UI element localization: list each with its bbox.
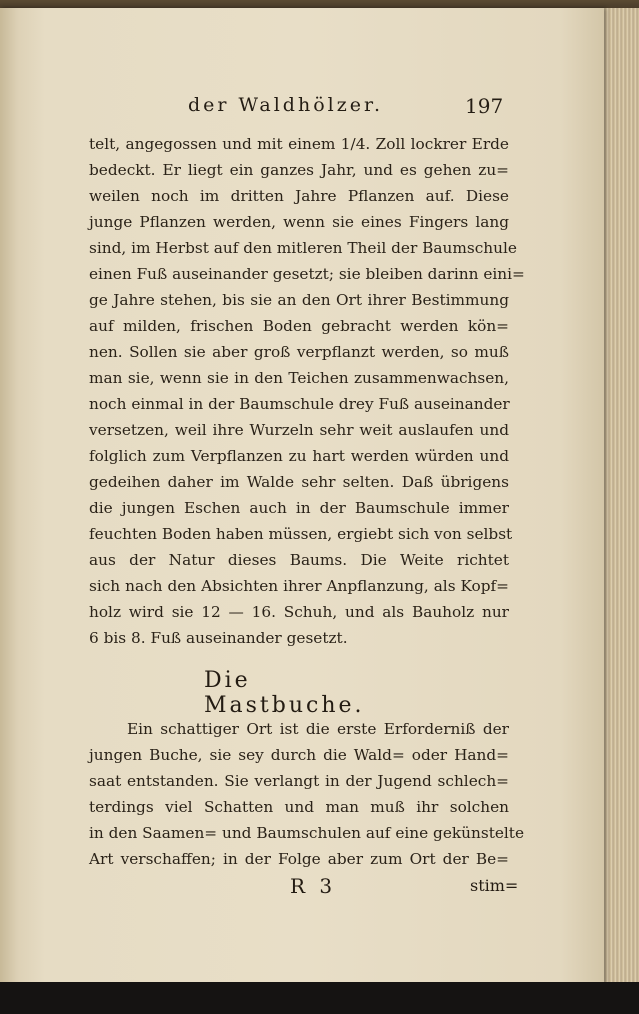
text-line: einen Fuß auseinander gesetzt; sie bleiben darinn eini=: [89, 265, 525, 283]
text-line: sind, im Herbst auf den mitleren Theil der Baumschule: [89, 239, 517, 257]
page-edges: [598, 8, 639, 990]
text-line: Ein schattiger Ort ist die erste Erforderniß der: [127, 720, 509, 738]
text-line: noch einmal in der Baumschule drey Fuß auseinander: [89, 395, 510, 413]
text-line: telt, angegossen und mit einem 1/4. Zoll lockrer Erde: [89, 135, 509, 153]
text-line: weilen noch im dritten Jahre Pflanzen auf. Diese: [89, 187, 509, 205]
book-cover-bottom: [0, 982, 639, 1014]
section-heading: Die Mastbuche.: [204, 668, 365, 718]
text-line: Art verschaffen; in der Folge aber zum Ort der Be=: [89, 850, 509, 868]
text-line: bedeckt. Er liegt ein ganzes Jahr, und es gehen zu=: [89, 161, 509, 179]
text-line: junge Pflanzen werden, wenn sie eines Fingers lang: [89, 213, 509, 231]
text-line: folglich zum Verpflanzen zu hart werden würden und: [89, 447, 509, 465]
running-head: der Waldhölzer.: [188, 94, 384, 116]
page-number: 197: [465, 94, 504, 118]
text-line: in den Saamen= und Baumschulen auf eine gekünstelte: [89, 824, 524, 842]
text-line: feuchten Boden haben müssen, ergiebt sich von selbst: [89, 525, 513, 543]
text-line: sich nach den Absichten ihrer Anpflanzung, als Kopf=: [89, 577, 509, 595]
text-line: versetzen, weil ihre Wurzeln sehr weit auslaufen und: [89, 421, 509, 439]
text-line: die jungen Eschen auch in der Baumschule immer: [89, 499, 509, 517]
text-line: gedeihen daher im Walde sehr selten. Daß übrigens: [89, 473, 509, 491]
catchword: stim=: [470, 876, 519, 895]
text-line: 6 bis 8. Fuß auseinander gesetzt.: [89, 629, 348, 647]
signature-mark: R 3: [290, 874, 337, 898]
text-line: holz wird sie 12 — 16. Schuh, und als Bauholz nur: [89, 603, 509, 621]
text-line: aus der Natur dieses Baums. Die Weite richtet: [89, 551, 509, 569]
text-line: auf milden, frischen Boden gebracht werden kön=: [89, 317, 509, 335]
text-line: saat entstanden. Sie verlangt in der Jugend schlech=: [89, 772, 509, 790]
text-line: man sie, wenn sie in den Teichen zusammenwachsen,: [89, 369, 509, 387]
text-line: nen. Sollen sie aber groß verpflanzt werden, so muß: [89, 343, 509, 361]
text-line: ge Jahre stehen, bis sie an den Ort ihrer Bestimmung: [89, 291, 509, 309]
text-line: terdings viel Schatten und man muß ihr solchen: [89, 798, 509, 816]
text-line: jungen Buche, sie sey durch die Wald= oder Hand=: [89, 746, 509, 764]
book-page: [0, 8, 604, 984]
